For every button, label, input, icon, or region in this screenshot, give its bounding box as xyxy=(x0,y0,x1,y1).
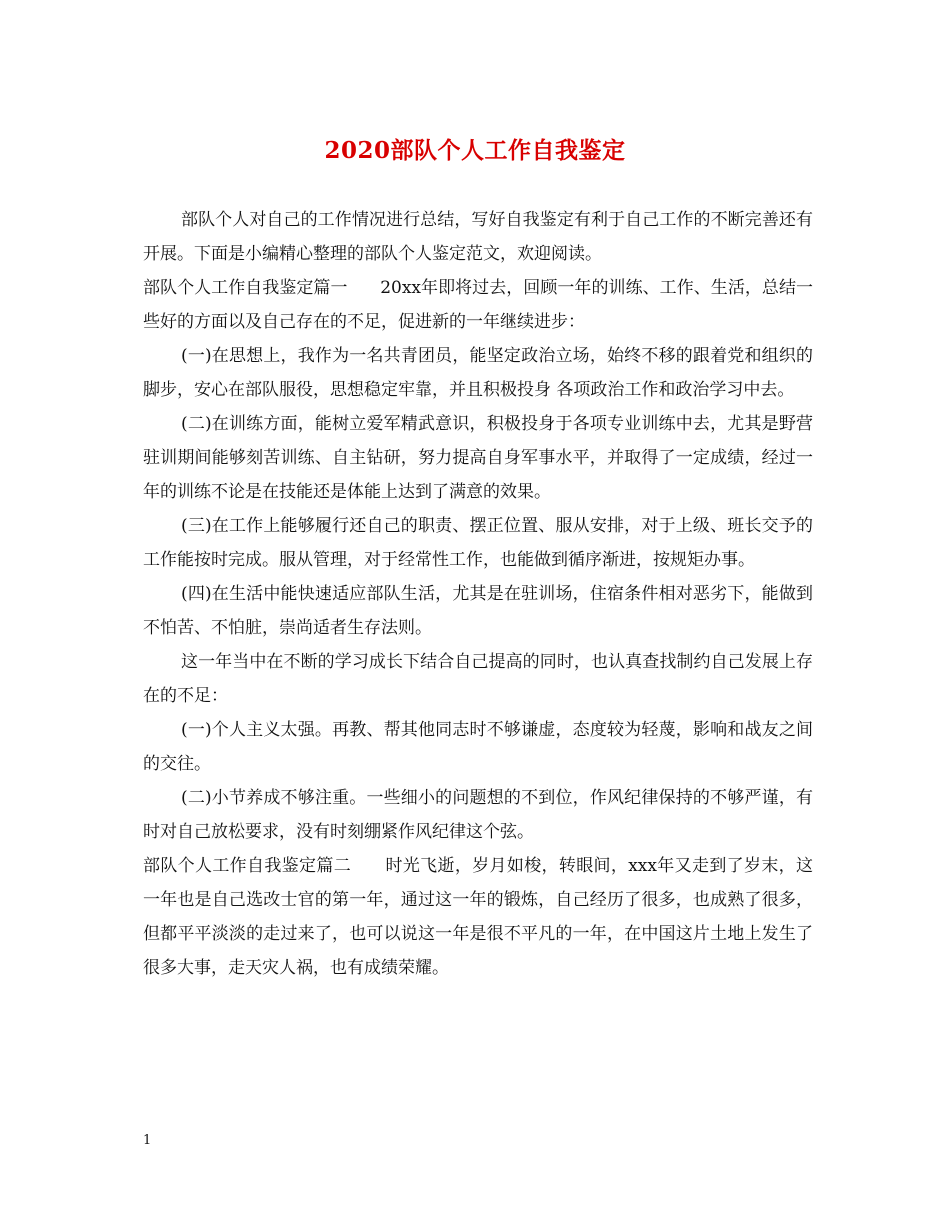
section-heading: 部队个人工作自我鉴定篇一 xyxy=(143,278,348,298)
paragraph-text: (三)在工作上能够履行还自己的职责、摆正位置、服从安排，对于上级、班长交予的工作能按时完成。服从管理，对于经常性工作，也能做到循序渐进，按规矩办事。 xyxy=(143,516,813,570)
paragraph-text: (四)在生活中能快速适应部队生活，尤其是在驻训场，住宿条件相对恶劣下，能做到不怕苦、不怕脏，崇尚适者生存法则。 xyxy=(143,584,813,638)
paragraph-text: 20xx年即将过去，回顾一年的训练、工作、生活，总结一些好的方面以及自己存在的不足，促进新的一年继续进步： xyxy=(143,278,813,332)
paragraph-text: 时光飞逝，岁月如梭，转眼间，xxx年又走到了岁末，这一年也是自己选改士官的第一年，通过这一年的锻炼，自己经历了很多，也成熟了很多，但都平平淡淡的走过来了，也可以说这一年是很不平凡的一年，在中国这片土地上发生了很多大事，走天灾人祸，也有成绩荣耀。 xyxy=(143,856,814,978)
paragraph-text: 部队个人对自己的工作情况进行总结，写好自我鉴定有利于自己工作的不断完善还有开展。下面是小编精心整理的部队个人鉴定范文，欢迎阅读。 xyxy=(143,210,813,264)
document-body xyxy=(143,203,813,985)
section-heading: 部队个人工作自我鉴定篇二 xyxy=(143,856,352,876)
paragraph-text: (二)在训练方面，能树立爱军精武意识，积极投身于各项专业训练中去，尤其是野营驻训期间能够刻苦训练、自主钻研，努力提高自身军事水平，并取得了一定成绩，经过一年的训练不论是在技能还是体能上达到了满意的效果。 xyxy=(143,414,813,502)
paragraph-text: (一)个人主义太强。再教、帮其他同志时不够谦虚，态度较为轻蔑，影响和战友之间的交往。 xyxy=(143,720,813,774)
list-paragraph xyxy=(143,577,813,645)
list-paragraph xyxy=(143,509,813,577)
paragraph-text: (一)在思想上，我作为一名共青团员，能坚定政治立场，始终不移的跟着党和组织的脚步，安心在部队服役，思想稳定牢靠，并且积极投身 各项政治工作和政治学习中去。 xyxy=(143,346,813,400)
paragraph-text: 这一年当中在不断的学习成长下结合自己提高的同时，也认真查找制约自己发展上存在的不足： xyxy=(143,652,813,706)
body-paragraph xyxy=(143,645,813,713)
document-title: 2020部队个人工作自我鉴定 xyxy=(324,137,626,164)
list-paragraph xyxy=(143,339,813,407)
intro-paragraph xyxy=(143,203,813,271)
paragraph-text: (二)小节养成不够注重。一些细小的问题想的不到位，作风纪律保持的不够严谨，有时对自己放松要求，没有时刻绷紧作风纪律这个弦。 xyxy=(143,788,813,842)
section-one-paragraph xyxy=(143,271,813,339)
page-number: 1 xyxy=(143,1133,152,1148)
section-two-paragraph xyxy=(143,849,813,985)
list-paragraph xyxy=(143,713,813,781)
list-paragraph xyxy=(143,781,813,849)
list-paragraph xyxy=(143,407,813,509)
